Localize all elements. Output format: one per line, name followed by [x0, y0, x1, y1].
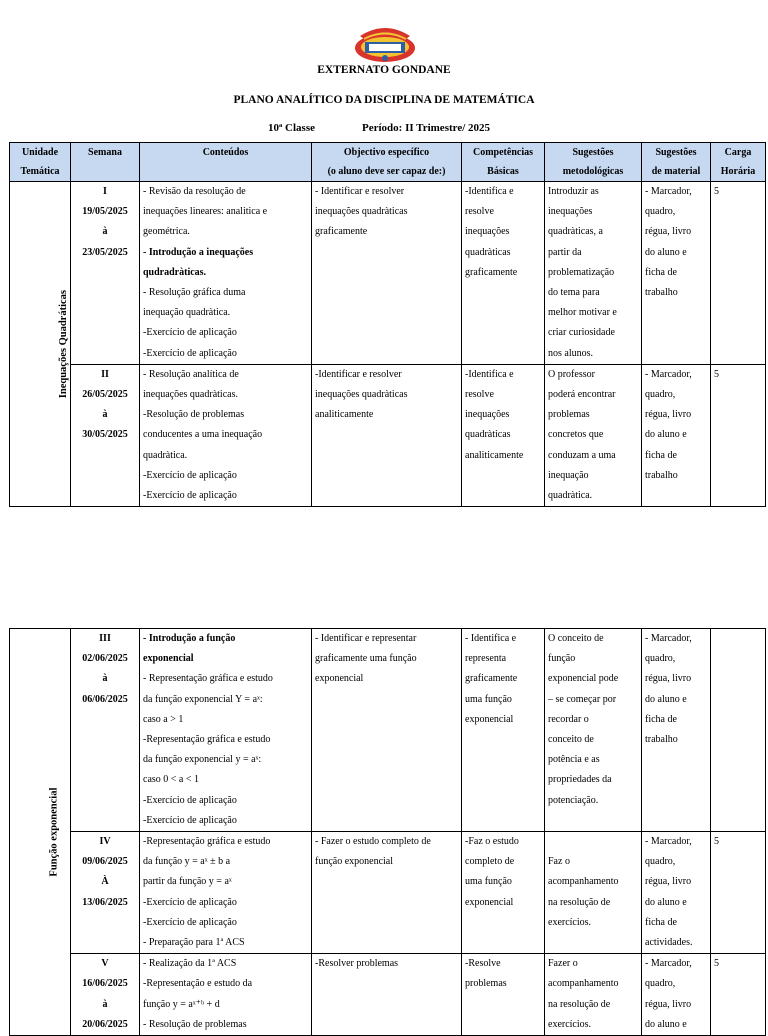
- hours-cell: [711, 629, 766, 832]
- header-text: Horária: [720, 166, 756, 177]
- plan-table-1: [9, 142, 766, 507]
- content-line: qudradràticas.: [143, 266, 207, 278]
- table-row: [10, 182, 766, 365]
- objective-cell: [312, 364, 462, 506]
- school-name: EXTERNATO GONDANE: [317, 64, 451, 76]
- objective-cell: [312, 832, 462, 954]
- content-line: -Exercício de aplicação: [143, 490, 237, 502]
- competencies-line: completo de: [465, 856, 515, 868]
- material-line: régua, livro: [645, 409, 692, 421]
- content-line: inequações lineares: analitica e: [143, 206, 268, 218]
- week-cell: [71, 629, 140, 832]
- objective-line: analiticamente: [315, 409, 374, 421]
- methods-line: propriedades da: [548, 774, 612, 786]
- content-line: - Resolução de problemas: [143, 1018, 247, 1030]
- week-text: 06/06/2025: [82, 693, 128, 705]
- unit-cell-funcao: [10, 629, 71, 1036]
- material-cell: [642, 629, 711, 832]
- unit-label: Inequações Quadráticas: [58, 290, 70, 399]
- competencies-line: inequações: [465, 226, 510, 238]
- objective-line: inequações quadràticas: [315, 206, 408, 218]
- week-text: I: [103, 186, 107, 197]
- material-line: - Marcador,: [645, 368, 692, 380]
- methods-line: conduzam a uma: [548, 449, 616, 461]
- competencies-line: analiticamente: [465, 449, 524, 461]
- content-cell: [140, 832, 312, 954]
- content-cell: [140, 364, 312, 506]
- competencies-line: quadràticas: [465, 429, 511, 441]
- content-line: - Introdução a inequações: [143, 246, 254, 258]
- week-text: III: [99, 633, 111, 644]
- content-line: - Resolução analítica de: [143, 368, 239, 380]
- week-text: 16/06/2025: [82, 978, 128, 990]
- methods-line: exercícios.: [548, 916, 592, 928]
- content-line: partir da função y = aˣ: [143, 876, 232, 888]
- week-text: à: [102, 226, 108, 238]
- week-text: à: [102, 673, 108, 685]
- material-line: do aluno e: [645, 246, 687, 258]
- competencies-line: -Faz o estudo: [465, 836, 519, 848]
- header-text: Semana: [88, 147, 122, 158]
- unit-cell-inequacoes: [10, 182, 71, 507]
- week-text: IV: [99, 836, 111, 848]
- competencies-line: uma função: [465, 693, 512, 705]
- material-line: ficha de: [645, 713, 677, 725]
- week-cell: [71, 954, 140, 1036]
- week-text: II: [101, 368, 109, 380]
- objective-line: -Resolver problemas: [315, 958, 399, 970]
- header-unit: [10, 143, 71, 182]
- table-row: [10, 364, 766, 506]
- content-line: inequações quadràticas.: [143, 389, 238, 401]
- content-line: - Introdução a função: [143, 633, 236, 644]
- content-cell: [140, 629, 312, 832]
- content-line: - Revisão da resolução de: [143, 186, 246, 197]
- material-line: quadro,: [645, 856, 676, 868]
- methods-line: problematização: [548, 266, 615, 278]
- objective-cell: [312, 954, 462, 1036]
- table-row: [10, 629, 766, 832]
- header-objective: [312, 143, 462, 182]
- objective-cell: [312, 182, 462, 365]
- competencies-line: uma função: [465, 876, 512, 888]
- material-line: ficha de: [645, 449, 677, 461]
- methods-line: acompanhamento: [548, 876, 619, 888]
- objective-line: graficamente uma função: [315, 653, 417, 665]
- hours-cell: [711, 182, 766, 365]
- header-competencies: [462, 143, 545, 182]
- objective-line: exponencial: [315, 673, 364, 685]
- hours-value: 5: [714, 958, 719, 970]
- methods-line: Fazer o: [548, 958, 578, 970]
- methods-line: conceito de: [548, 734, 594, 746]
- week-text: V: [101, 958, 109, 970]
- material-line: actividades.: [645, 937, 693, 949]
- competencies-line: exponencial: [465, 896, 514, 908]
- hours-cell: [711, 954, 766, 1036]
- objective-line: - Identificar e representar: [315, 633, 417, 644]
- material-line: quadro,: [645, 978, 676, 990]
- hours-value: 5: [714, 368, 719, 380]
- methods-line: do tema para: [548, 287, 600, 299]
- methods-line: recordar o: [548, 713, 589, 725]
- material-line: trabalho: [645, 287, 678, 299]
- content-line: caso a > 1: [143, 713, 184, 725]
- content-line: inequação quadràtica.: [143, 307, 231, 319]
- content-line: -Exercício de aplicação: [143, 916, 237, 928]
- content-line: -Exercício de aplicação: [143, 327, 237, 339]
- content-cell: [140, 182, 312, 365]
- week-text: 02/06/2025: [82, 653, 128, 665]
- header-hours: [711, 143, 766, 182]
- header-week: [71, 143, 140, 182]
- methods-line: na resolução de: [548, 896, 611, 908]
- material-line: ficha de: [645, 266, 677, 278]
- competencies-line: quadràticas: [465, 246, 511, 258]
- class-label: 10ª Classe: [268, 122, 315, 134]
- competencies-line: exponencial: [465, 713, 514, 725]
- material-line: do aluno e: [645, 429, 687, 441]
- header-text: Temática: [20, 166, 60, 177]
- methods-line: inequações: [548, 206, 593, 218]
- methods-line: na resolução de: [548, 998, 611, 1010]
- methods-line: Faz o: [548, 856, 570, 868]
- header-text: Competências: [473, 147, 533, 158]
- header-text: Básicas: [487, 166, 519, 177]
- methods-line: Introduzir as: [548, 186, 599, 197]
- competencies-line: resolve: [465, 389, 494, 401]
- material-cell: [642, 832, 711, 954]
- content-line: da função exponencial Y = aˣ:: [143, 693, 263, 705]
- header-methods: [545, 143, 642, 182]
- competencies-line: - Identifica e: [465, 633, 517, 644]
- period-label: Período: II Trimestre/ 2025: [362, 122, 491, 134]
- header-text: metodológicas: [562, 166, 624, 177]
- material-line: quadro,: [645, 389, 676, 401]
- content-line: da função y = aˣ ± b a: [143, 856, 231, 868]
- material-line: ficha de: [645, 916, 677, 928]
- content-line: caso 0 < a < 1: [143, 774, 199, 786]
- content-line: -Representação gráfica e estudo: [143, 734, 271, 746]
- content-line: -Representação e estudo da: [143, 978, 253, 990]
- week-cell: [71, 832, 140, 954]
- header-text: Conteúdos: [202, 147, 249, 158]
- content-line: -Representação gráfica e estudo: [143, 836, 271, 848]
- objective-cell: [312, 629, 462, 832]
- header-material: [642, 143, 711, 182]
- methods-cell: [545, 364, 642, 506]
- material-line: do aluno e: [645, 896, 687, 908]
- content-line: da função exponencial y = aˣ:: [143, 754, 262, 766]
- school-logo: [352, 22, 418, 64]
- material-line: do aluno e: [645, 1018, 687, 1030]
- material-line: trabalho: [645, 469, 678, 481]
- hours-value: 5: [714, 186, 719, 197]
- competencies-cell: [462, 364, 545, 506]
- material-line: - Marcador,: [645, 186, 692, 197]
- header-text: Objectivo específico: [343, 147, 430, 158]
- content-line: -Exercício de aplicação: [143, 469, 237, 481]
- material-line: quadro,: [645, 653, 676, 665]
- content-line: -Exercício de aplicação: [143, 814, 237, 826]
- content-line: -Exercício de aplicação: [143, 896, 237, 908]
- table-row: [10, 832, 766, 954]
- material-cell: [642, 364, 711, 506]
- material-line: - Marcador,: [645, 958, 692, 970]
- competencies-line: graficamente: [465, 673, 518, 685]
- material-line: régua, livro: [645, 998, 692, 1010]
- content-cell: [140, 954, 312, 1036]
- material-line: - Marcador,: [645, 633, 692, 644]
- material-line: do aluno e: [645, 693, 687, 705]
- content-line: -Exercício de aplicação: [143, 794, 237, 806]
- methods-line: concretos que: [548, 429, 604, 441]
- week-text: 26/05/2025: [82, 389, 128, 401]
- material-cell: [642, 954, 711, 1036]
- objective-line: -Identificar e resolver: [315, 368, 402, 380]
- header-row: [10, 143, 766, 182]
- material-line: régua, livro: [645, 876, 692, 888]
- methods-line: função: [548, 653, 576, 665]
- unit-label: Função exponencial: [48, 787, 60, 877]
- week-text: À: [101, 876, 109, 888]
- week-text: 23/05/2025: [82, 246, 128, 258]
- content-line: função y = aˣ⁺ᵇ + d: [143, 998, 220, 1010]
- content-line: geométrica.: [143, 226, 190, 238]
- material-line: régua, livro: [645, 226, 692, 238]
- material-line: quadro,: [645, 206, 676, 218]
- content-line: - Resolução gráfica duma: [143, 287, 246, 299]
- methods-line: exponencial pode: [548, 673, 619, 685]
- table-row: [10, 954, 766, 1036]
- week-text: 09/06/2025: [82, 856, 128, 868]
- methods-line: criar curiosidade: [548, 327, 615, 339]
- header-text: Sugestões: [572, 147, 614, 158]
- header-text: de material: [651, 166, 701, 177]
- week-text: 19/05/2025: [82, 206, 128, 218]
- hours-cell: [711, 832, 766, 954]
- methods-line: acompanhamento: [548, 978, 619, 990]
- header-content: [140, 143, 312, 182]
- methods-cell: [545, 629, 642, 832]
- methods-line: potenciação.: [548, 794, 599, 806]
- methods-line: exercícios.: [548, 1018, 592, 1030]
- methods-line: O professor: [548, 368, 595, 380]
- competencies-cell: [462, 954, 545, 1036]
- material-cell: [642, 182, 711, 365]
- methods-line: partir da: [548, 246, 582, 258]
- methods-line: quadràticas, a: [548, 226, 603, 238]
- header-text: (o aluno deve ser capaz de:): [327, 166, 446, 177]
- methods-line: nos alunos.: [548, 347, 593, 359]
- week-text: à: [102, 409, 108, 421]
- competencies-line: -Identifica e: [465, 186, 514, 197]
- competencies-cell: [462, 182, 545, 365]
- methods-cell: [545, 832, 642, 954]
- competencies-line: -Resolve: [465, 958, 501, 970]
- methods-line: melhor motivar e: [548, 307, 617, 319]
- methods-line: potência e as: [548, 754, 600, 766]
- methods-line: quadràtica.: [548, 490, 593, 502]
- week-text: 20/06/2025: [82, 1018, 128, 1030]
- competencies-line: representa: [465, 653, 507, 665]
- plan-table-2: [9, 628, 766, 1036]
- competencies-cell: [462, 629, 545, 832]
- objective-line: função exponencial: [315, 856, 394, 868]
- competencies-line: problemas: [465, 978, 507, 990]
- methods-line: – se começar por: [548, 693, 617, 705]
- week-text: à: [102, 998, 108, 1010]
- content-line: - Preparação para 1ª ACS: [143, 937, 245, 949]
- competencies-line: graficamente: [465, 266, 518, 278]
- hours-value: 5: [714, 836, 719, 848]
- content-line: quadràtica.: [143, 449, 188, 461]
- material-line: trabalho: [645, 734, 678, 746]
- content-line: conducentes a uma inequação: [143, 429, 263, 441]
- methods-line: [548, 832, 638, 852]
- competencies-line: resolve: [465, 206, 494, 218]
- week-text: 13/06/2025: [82, 896, 128, 908]
- methods-line: O conceito de: [548, 633, 604, 644]
- content-line: -Resolução de problemas: [143, 409, 245, 421]
- competencies-cell: [462, 832, 545, 954]
- methods-cell: [545, 182, 642, 365]
- competencies-line: -Identifica e: [465, 368, 514, 380]
- objective-line: inequações quadràticas: [315, 389, 408, 401]
- competencies-line: inequações: [465, 409, 510, 421]
- methods-line: poderá encontrar: [548, 389, 616, 401]
- methods-line: inequação: [548, 469, 589, 481]
- plan-title: PLANO ANALÍTICO DA DISCIPLINA DE MATEMÁTICA: [233, 94, 535, 106]
- week-cell: [71, 364, 140, 506]
- week-cell: [71, 182, 140, 365]
- content-line: - Representação gráfica e estudo: [143, 673, 273, 685]
- hours-cell: [711, 364, 766, 506]
- content-line: -Exercício de aplicação: [143, 347, 237, 359]
- week-text: 30/05/2025: [82, 429, 128, 441]
- header-text: Carga: [724, 147, 752, 158]
- header-text: Unidade: [21, 147, 59, 158]
- material-line: régua, livro: [645, 673, 692, 685]
- objective-line: graficamente: [315, 226, 368, 238]
- header-text: Sugestões: [655, 147, 697, 158]
- objective-line: - Fazer o estudo completo de: [315, 836, 431, 848]
- content-line: - Realização da 1ª ACS: [143, 958, 237, 970]
- methods-line: problemas: [548, 409, 590, 421]
- content-line: exponencial: [143, 653, 194, 665]
- methods-cell: [545, 954, 642, 1036]
- objective-line: - Identificar e resolver: [315, 186, 405, 197]
- material-line: - Marcador,: [645, 836, 692, 848]
